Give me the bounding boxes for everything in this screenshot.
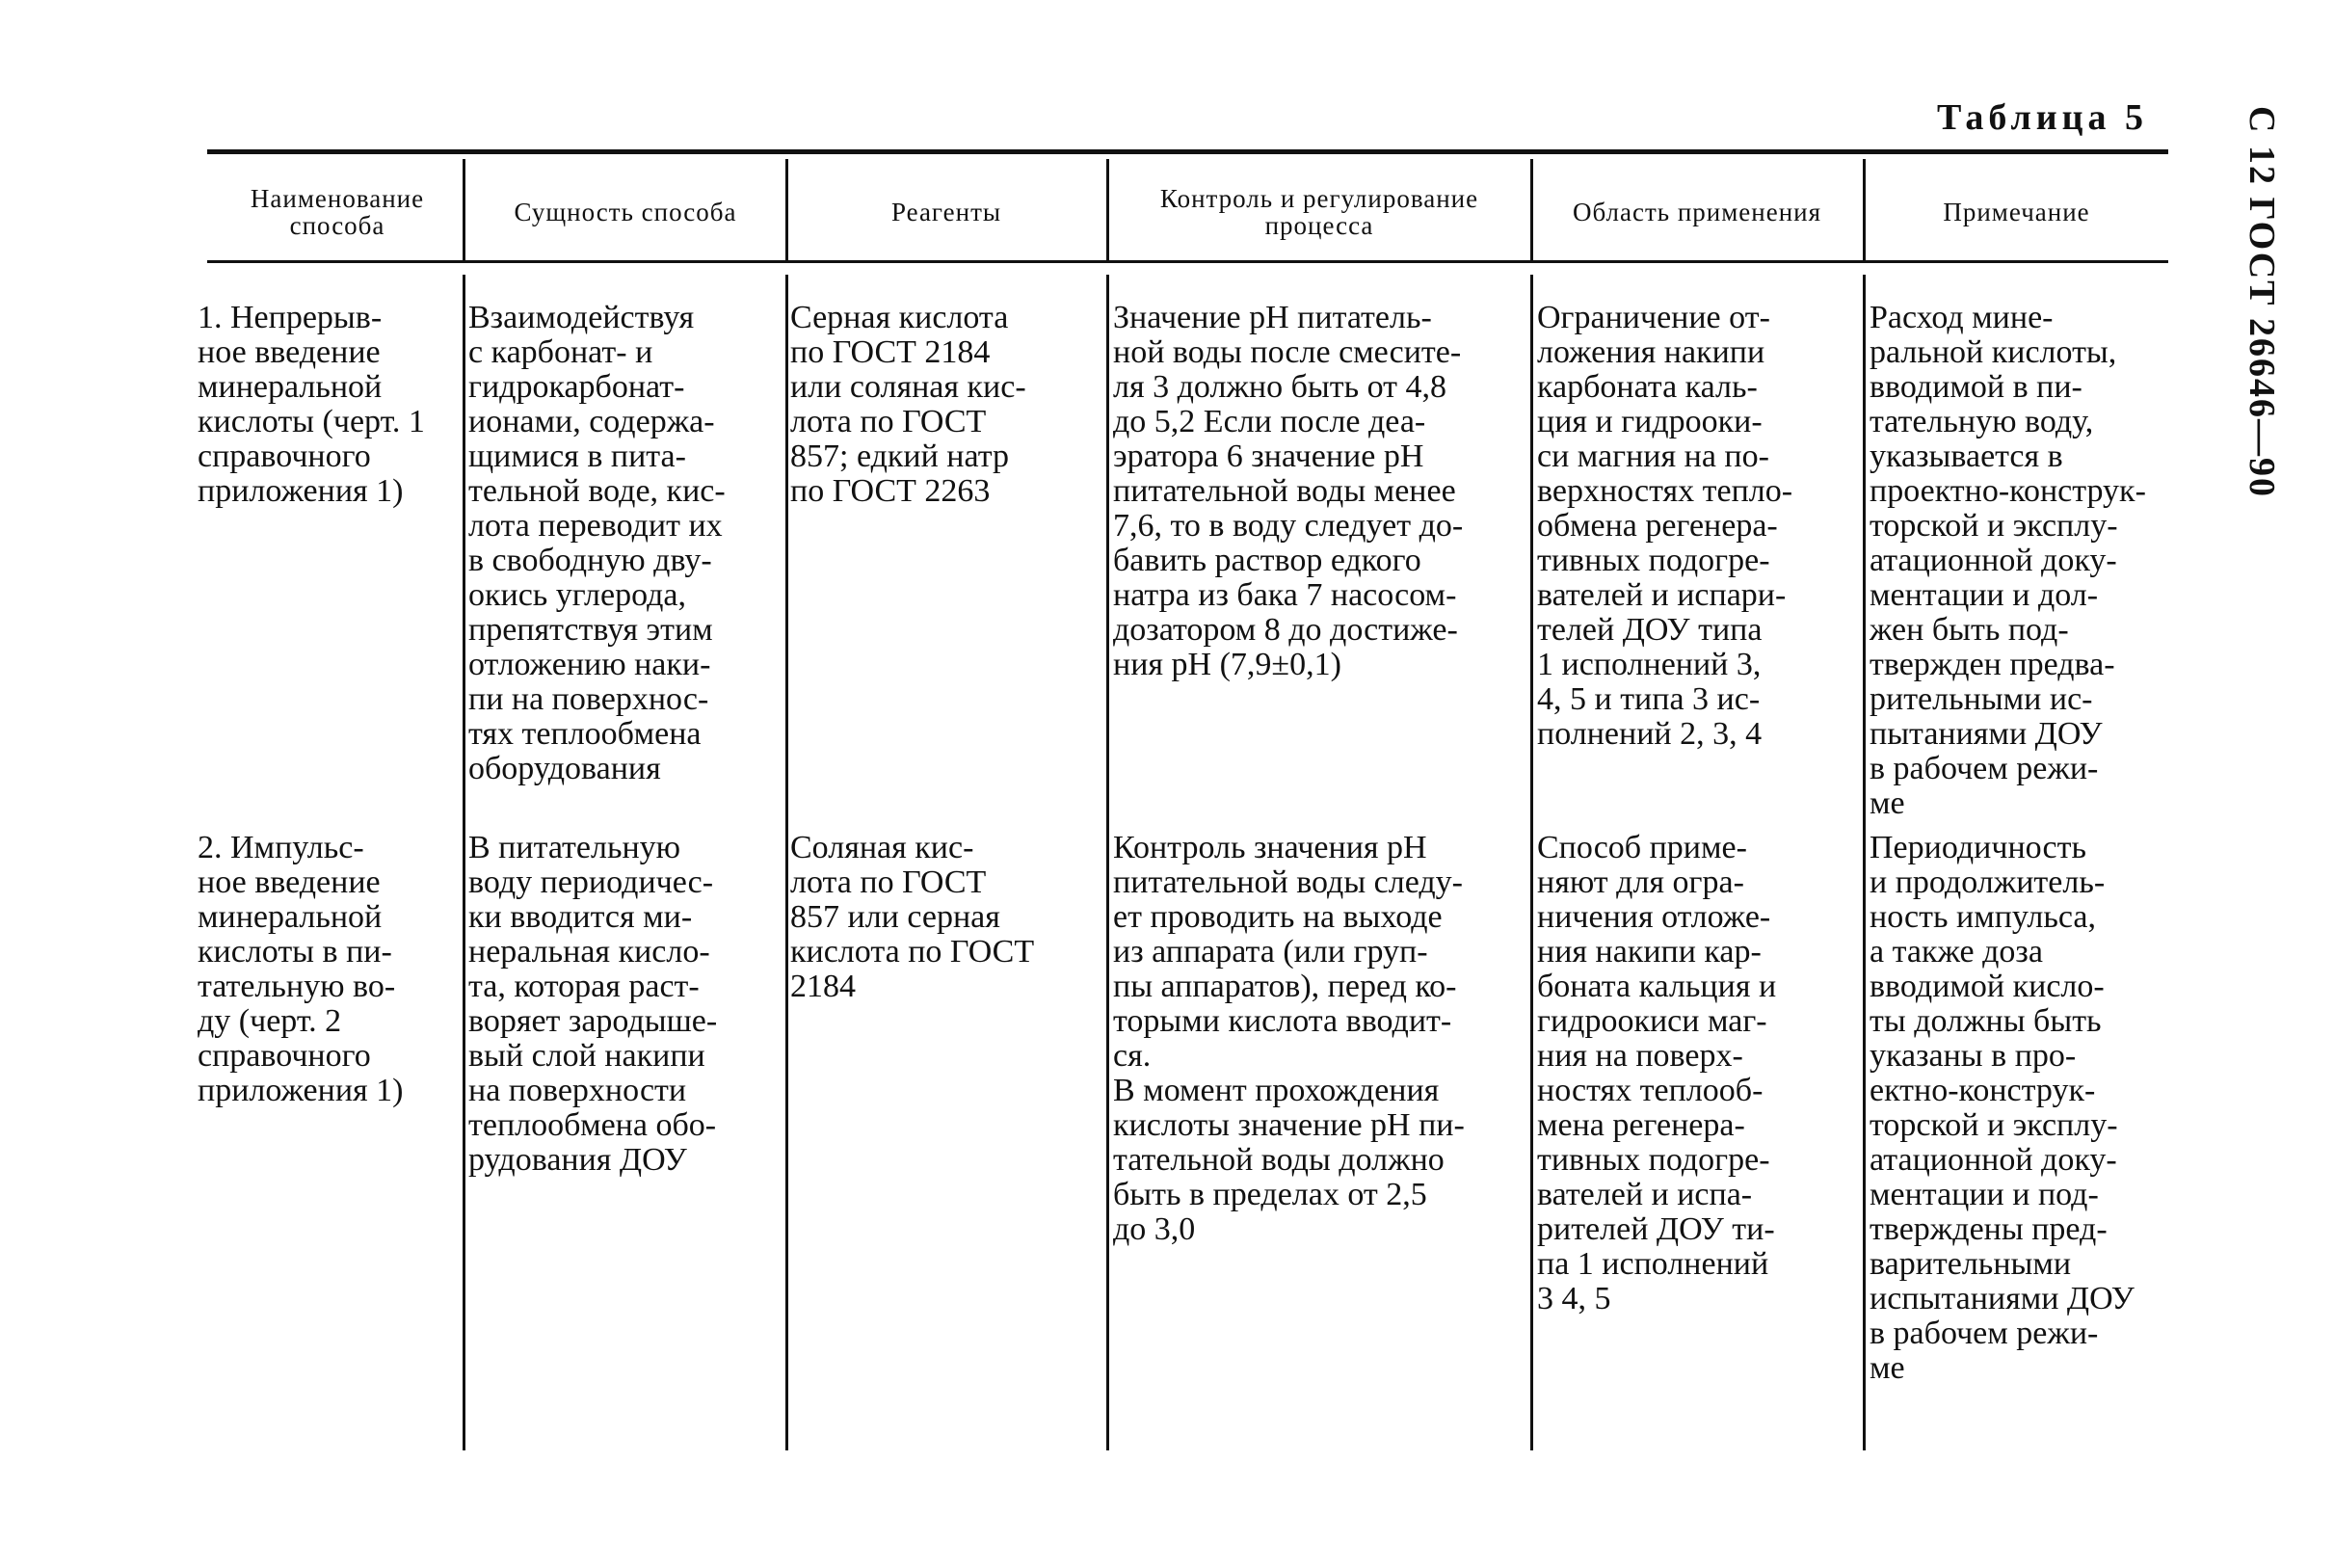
column-divider [463, 275, 465, 1450]
column-header-essence: Сущность способа [514, 198, 737, 226]
column-divider [785, 159, 788, 260]
row2-control-cell: Контроль значения рН питательной воды следу- ет проводить на выходе из аппарата (или груп- пы аппаратов), перед ко- торыми кислота вводит- ся. В момент прохождения кислоты значение рН пи- тательной воды должно быть в пределах от 2,5 до 3,0 [1113, 830, 1465, 1247]
row2-essence-cell: В питательную воду периодичес- ки вводится ми- неральная кисло- та, которая раст- воряет зародыше- вый слой накипи на поверхности теплообмена обо- рудования ДОУ [468, 830, 718, 1178]
row1-name-cell: 1. Непрерыв- ное введение минеральной кислоты (черт. 1 справочного приложения 1) [198, 300, 425, 509]
column-divider [1863, 159, 1866, 260]
page-side-header: С 12 ГОСТ 26646—90 [2241, 106, 2282, 498]
column-divider [1530, 159, 1533, 260]
column-header-reagents: Реагенты [890, 198, 1002, 226]
column-divider [1530, 275, 1533, 1450]
header-bottom-rule [207, 260, 2168, 263]
row2-note-cell: Периодичность и продолжитель- ность импульса, а также доза вводимой кисло- ты должны быть указаны в про- ектно-конструк- торской и эксплу- атационной доку- ментации и под- тверждены пред- варительными испытаниями ДОУ в рабочем режи- ме [1870, 830, 2135, 1386]
column-divider [1106, 159, 1109, 260]
column-header-area: Область применения [1572, 198, 1822, 226]
row1-area-cell: Ограничение от- ложения накипи карбоната каль- ция и гидрооки- си магния на по- верхностях тепло- обмена регенера- тивных подогре- вателей и испари- телей ДОУ типа 1 исполнений 3, 4, 5 и типа 3 ис- полнений 2, 3, 4 [1537, 300, 1793, 752]
row2-name-cell: 2. Импульс- ное введение минеральной кислоты в пи- тательную во- ду (черт. 2 справочного приложения 1) [198, 830, 404, 1108]
row1-note-cell: Расход мине- ральной кислоты, вводимой в пи- тательную воду, указывается в проектно-конструк- торской и эксплу- атационной доку- ментации и дол- жен быть под- твержден предва- рительными ис- пытаниями ДОУ в рабочем режи- ме [1870, 300, 2146, 821]
column-divider [463, 159, 465, 260]
column-header-name: Наименование способа [250, 184, 425, 240]
table-title: Таблица 5 [1937, 97, 2149, 138]
column-header-control: Контроль и регулирование процесса [1159, 184, 1479, 240]
row2-reagents-cell: Соляная кис- лота по ГОСТ 857 или серная кислота по ГОСТ 2184 [790, 830, 1035, 1004]
column-header-note: Примечание [1943, 198, 2090, 226]
row1-reagents-cell: Серная кислота по ГОСТ 2184 или соляная кис- лота по ГОСТ 857; едкий натр по ГОСТ 2263 [790, 300, 1026, 509]
column-divider [785, 275, 788, 1450]
row1-essence-cell: Взаимодействуя с карбонат- и гидрокарбонат- ионами, содержа- щимися в пита- тельной воде, кис- лота переводит их в свободную дву- окись углерода, препятствуя этим отложению наки- пи на поверхнос- тях теплообмена оборудования [468, 300, 726, 786]
table-top-rule [207, 149, 2168, 154]
row2-area-cell: Способ приме- няют для огра- ничения отложе- ния накипи кар- боната кальция и гидроокиси маг- ния на поверх- ностях теплооб- мена регенера- тивных подогре- вателей и испа- рителей ДОУ ти- па 1 исполнений 3 4, 5 [1537, 830, 1777, 1316]
column-divider [1106, 275, 1109, 1450]
row1-control-cell: Значение рН питатель- ной воды после смесите- ля 3 должно быть от 4,8 до 5,2 Если после деа- эратора 6 значение рН питательной воды менее 7,6, то в воду следует до- бавить раствор едкого натра из бака 7 насосом- дозатором 8 до достиже- ния рН (7,9±0,1) [1113, 300, 1464, 682]
column-divider [1863, 275, 1866, 1450]
